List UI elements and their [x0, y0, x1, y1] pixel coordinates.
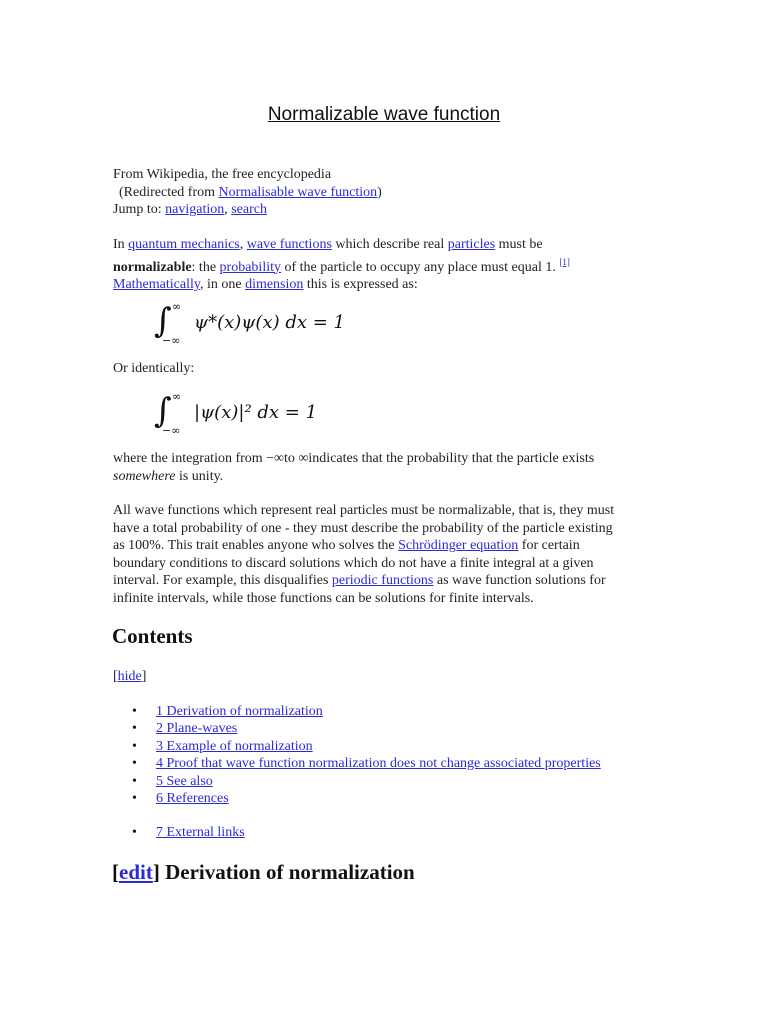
bracket: [ — [112, 860, 119, 884]
toc-item — [132, 703, 601, 720]
integral-sign: ∫ — [154, 301, 172, 341]
text: , in one — [199, 277, 246, 293]
probability-link[interactable]: probability — [219, 259, 281, 275]
text: this is expressed as: — [303, 277, 418, 293]
text: is unity. — [175, 468, 224, 484]
redirect-suffix: ) — [377, 184, 382, 200]
para2-line1: where the integration from −∞to ∞indicates that the probability that the particle exists — [113, 451, 595, 466]
integration-paragraph — [113, 450, 658, 485]
periodic-functions-link[interactable]: periodic functions — [331, 573, 434, 589]
redirect-link[interactable]: Normalisable wave function — [218, 184, 378, 200]
para3-line2: have a total probability of one - they must describe the probability of the particle existing — [113, 520, 613, 536]
intro-block — [113, 166, 658, 219]
contents-heading: Contents — [112, 624, 193, 648]
jump-separator: , — [224, 202, 232, 218]
bracket: ] — [141, 669, 147, 684]
para3-line1: All wave functions which represent real particles must be normalizable, that is, they must — [113, 503, 615, 518]
jump-label: Jump to: — [113, 202, 166, 218]
para1-line2 — [113, 254, 658, 277]
table-of-contents — [132, 703, 601, 842]
contents-toggle — [113, 668, 658, 686]
lower-limit: −∞ — [162, 334, 181, 347]
or-identically-text: Or identically: — [113, 361, 195, 376]
text: as wave function solutions for — [433, 573, 606, 589]
text: , — [239, 237, 247, 252]
mathematically-link[interactable]: Mathematically — [113, 277, 200, 293]
section-title: Derivation of normalization — [159, 860, 415, 884]
schrodinger-equation-link[interactable]: Schrödinger equation — [398, 538, 519, 554]
text: must be — [495, 237, 543, 252]
toc-link-see-also[interactable]: 5 See also — [156, 773, 213, 789]
toc-item — [132, 738, 601, 755]
toc-link-proof[interactable]: 4 Proof that wave function normalization does not change associated properties — [156, 756, 601, 772]
page-title: Normalizable wave function — [267, 104, 501, 125]
toc-item — [132, 773, 601, 790]
upper-limit: ∞ — [172, 390, 182, 403]
jump-navigation-link[interactable]: navigation — [165, 202, 225, 218]
from-line: From Wikipedia, the free encyclopedia — [113, 167, 332, 182]
equation-body: ψ*(x)ψ(x) dx = 1 — [194, 312, 345, 333]
toc-link-plane-waves[interactable]: 2 Plane-waves — [156, 721, 238, 737]
equation-body: |ψ(x)|² dx = 1 — [194, 402, 318, 423]
normalization-equation-alt — [152, 390, 352, 440]
text: of the particle to occupy any place must equal 1. — [280, 259, 560, 275]
dimension-link[interactable]: dimension — [245, 277, 304, 293]
normalizable-term: normalizable — [113, 259, 192, 275]
bracket: [ — [113, 669, 118, 684]
para3-line4: boundary conditions to discard solutions which do not have a finite integral at a given — [113, 555, 594, 571]
normalization-equation — [152, 300, 412, 350]
edit-section-link[interactable]: edit — [119, 860, 153, 884]
text: In — [113, 237, 129, 252]
text: for certain — [518, 538, 580, 554]
text: which describe real — [331, 237, 448, 252]
reference-link-1[interactable]: [1] — [559, 256, 570, 267]
jump-line — [113, 201, 658, 219]
toc-item — [132, 790, 601, 807]
intro-paragraph — [113, 236, 658, 294]
toc-link-derivation[interactable]: 1 Derivation of normalization — [156, 704, 323, 719]
somewhere-emphasis: somewhere — [113, 468, 176, 484]
para1-line1 — [113, 236, 658, 254]
section-heading-derivation — [112, 860, 415, 885]
para3-line5 — [113, 572, 658, 590]
redirect-line — [113, 184, 658, 202]
toc-link-example[interactable]: 3 Example of normalization — [156, 738, 313, 754]
text: interval. For example, this disqualifies — [113, 573, 332, 589]
jump-search-link[interactable]: search — [231, 202, 267, 218]
para3-line3 — [113, 537, 658, 555]
toc-item — [132, 755, 601, 772]
hide-contents-link[interactable]: hide — [117, 669, 142, 684]
wave-functions-paragraph — [113, 502, 658, 608]
toc-item — [132, 720, 601, 737]
bracket: ] — [152, 860, 160, 884]
para2-line2 — [113, 468, 658, 486]
toc-item — [132, 824, 601, 841]
para1-line3 — [113, 276, 658, 294]
wave-functions-link[interactable]: wave functions — [246, 237, 332, 252]
quantum-mechanics-link[interactable]: quantum mechanics — [128, 237, 240, 252]
integral-sign: ∫ — [154, 391, 172, 431]
upper-limit: ∞ — [172, 300, 182, 313]
particles-link[interactable]: particles — [447, 237, 496, 252]
para3-line6: infinite intervals, while those functions can be solutions for finite intervals. — [113, 590, 534, 606]
text: as 100%. This trait enables anyone who solves the — [113, 538, 399, 554]
lower-limit: −∞ — [162, 424, 181, 437]
text: : the — [191, 259, 220, 275]
toc-link-external-links[interactable]: 7 External links — [156, 825, 245, 841]
redirect-prefix: (Redirected from — [119, 184, 219, 200]
toc-link-references[interactable]: 6 References — [156, 790, 229, 806]
